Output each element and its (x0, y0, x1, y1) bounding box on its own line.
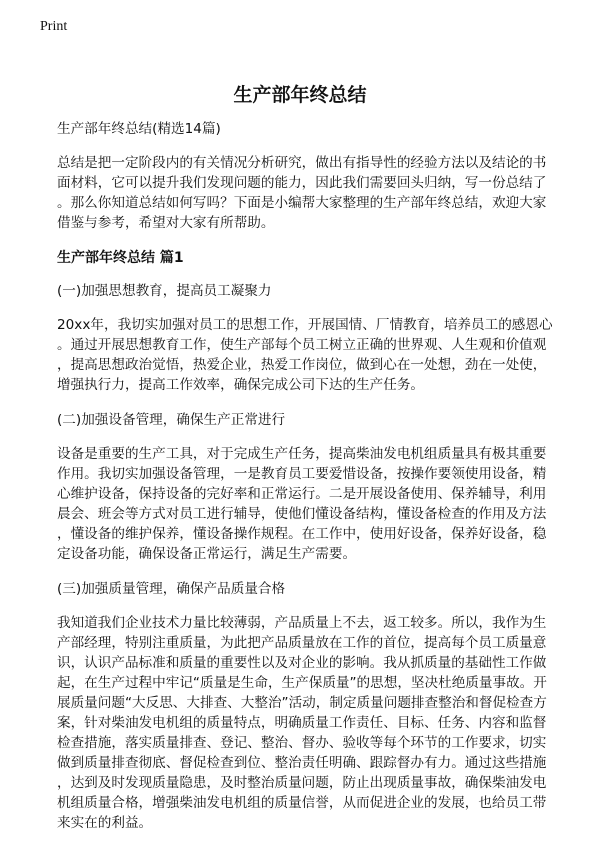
text-line: 。那么你知道总结如何写吗？下面是小编帮大家整理的生产部年终总结，欢迎大家 (57, 195, 547, 211)
text-line: ，懂设备的维护保养，懂设备操作规程。在工作中，使用好设备，保养好设备，稳 (57, 526, 547, 542)
part-paragraph (57, 613, 557, 833)
text-line: 面材料，它可以提升我们发现问题的能力，因此我们需要回头归纳，写一份总结了 (57, 175, 547, 191)
part-paragraph (57, 315, 557, 395)
text-line: ，提高思想政治觉悟，热爱企业，热爱工作岗位，做到心在一处想，劲在一处使， (57, 357, 547, 373)
text-line: ，达到及时发现质量隐患，及时整治质量问题，防止出现质量事故，确保柴油发电 (57, 775, 547, 791)
text-line: 20xx年，我切实加强对员工的思想工作，开展国情、厂情教育，培养员工的感恩心 (57, 317, 553, 333)
page-title: 生产部年终总结 (233, 84, 367, 106)
text-line: 增强执行力，提高工作效率，确保完成公司下达的生产任务。 (57, 377, 425, 393)
text-line: 机组质量合格，增强柴油发电机组的质量信誉，从而促进企业的发展，也给员工带 (57, 795, 547, 811)
article-body (57, 119, 557, 848)
part-paragraph (57, 444, 557, 564)
text-line: 案，针对柴油发电机组的质量特点，明确质量工作责任、目标、任务、内容和监督 (57, 715, 547, 731)
text-line: 作用。我切实加强设备管理，一是教育员工要爱惜设备，按操作要领使用设备，精 (57, 466, 547, 482)
text-line: 做到质量排查彻底、督促检查到位、整治责任明确、跟踪督办有力。通过这些措施 (57, 755, 547, 771)
text-line: 展质量问题“大反思、大排查、大整治”活动，制定质量问题排查整治和督促检查方 (57, 695, 547, 711)
text-line: 总结是把一定阶段内的有关情况分析研究，做出有指导性的经验方法以及结论的书 (57, 155, 547, 171)
text-line: 检查措施，落实质量排查、登记、整治、督办、验收等每个环节的工作要求，切实 (57, 735, 547, 751)
text-line: 。通过开展思想教育工作，使生产部每个员工树立正确的世界观、人生观和价值观 (57, 337, 547, 353)
text-line: 我知道我们企业技术力量比较薄弱，产品质量上不去，返工较多。所以，我作为生 (57, 615, 547, 631)
text-line: 晨会、班会等方式对员工进行辅导，使他们懂设备结构，懂设备检查的作用及方法 (57, 506, 547, 522)
part-heading: (一)加强思想教育，提高员工凝聚力 (57, 283, 272, 299)
print-link[interactable]: Print (40, 19, 68, 34)
part-heading: (三)加强质量管理，确保产品质量合格 (57, 581, 286, 597)
text-line: 起，在生产过程中牢记“质量是生命，生产保质量”的思想，坚决杜绝质量事故。开 (57, 675, 547, 691)
part-heading: (二)加强设备管理，确保生产正常进行 (57, 412, 286, 428)
text-line: 来实在的利益。 (57, 815, 153, 831)
article-subtitle: 生产部年终总结(精选14篇) (57, 121, 221, 137)
text-line: 定设备功能，确保设备正常运行，满足生产需要。 (57, 546, 357, 562)
text-line: 设备是重要的生产工具，对于完成生产任务，提高柴油发电机组质量具有极其重要 (57, 446, 547, 462)
text-line: 产部经理，特别注重质量，为此把产品质量放在工作的首位，提高每个员工质量意 (57, 635, 547, 651)
section-heading: 生产部年终总结 篇1 (57, 250, 184, 266)
intro-paragraph (57, 153, 557, 233)
text-line: 识，认识产品标准和质量的重要性以及对企业的影响。我从抓质量的基础性工作做 (57, 655, 547, 671)
text-line: 心维护设备，保持设备的完好率和正常运行。二是开展设备使用、保养辅导，利用 (57, 486, 547, 502)
text-line: 借鉴与参考，希望对大家有所帮助。 (57, 215, 275, 231)
